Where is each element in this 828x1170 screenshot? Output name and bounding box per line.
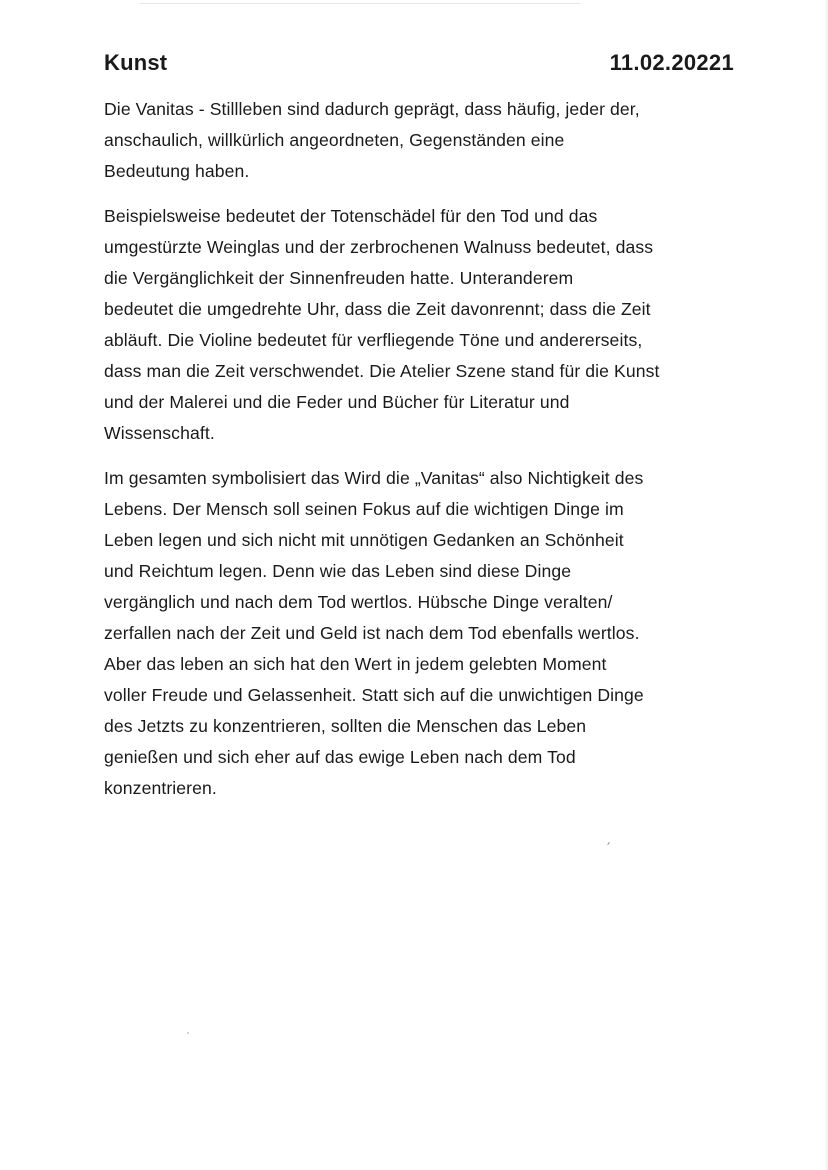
text-line: Beispielsweise bedeutet der Totenschädel für den Tod und das [104,206,598,226]
text-line: vergänglich und nach dem Tod wertlos. Hübsche Dinge veralten/ [104,592,613,612]
scan-dot [187,1032,189,1034]
text-line: Leben legen und sich nicht mit unnötigen Gedanken an Schönheit [104,530,624,550]
text-line: Im gesamten symbolisiert das Wird die „Vanitas“ also Nichtigkeit des [104,468,644,488]
text-line: dass man die Zeit verschwendet. Die Atelier Szene stand für die Kunst [104,361,660,381]
text-line: und der Malerei und die Feder und Bücher für Literatur und [104,392,570,412]
scan-edge-top [140,3,580,4]
text-line: Bedeutung haben. [104,161,250,181]
text-line: voller Freude und Gelassenheit. Statt sich auf die unwichtigen Dinge [104,685,644,705]
subject-title: Kunst [104,50,168,75]
text-line: und Reichtum legen. Denn wie das Leben sind diese Dinge [104,561,572,581]
text-line: anschaulich, willkürlich angeordneten, Gegenständen eine [104,130,565,150]
document-body [104,94,736,818]
text-line: konzentrieren. [104,778,217,798]
text-line: Aber das leben an sich hat den Wert in jedem gelebten Moment [104,654,607,674]
text-line: bedeutet die umgedrehte Uhr, dass die Zeit davonrennt; dass die Zeit [104,299,651,319]
date-label: 11.02.20221 [609,50,734,75]
text-line: umgestürzte Weinglas und der zerbrochenen Walnuss bedeutet, dass [104,237,654,257]
text-line: abläuft. Die Violine bedeutet für verfliegende Töne und andererseits, [104,330,643,350]
paragraph-2 [104,201,736,449]
paragraph-1 [104,94,736,187]
text-line: des Jetzts zu konzentrieren, sollten die Menschen das Leben [104,716,587,736]
text-line: Wissenschaft. [104,423,215,443]
paragraph-3 [104,463,736,804]
text-line: die Vergänglichkeit der Sinnenfreuden hatte. Unteranderem [104,268,574,288]
text-line: Die Vanitas - Stillleben sind dadurch geprägt, dass häufig, jeder der, [104,99,640,119]
page-header [104,50,734,80]
text-line: genießen und sich eher auf das ewige Leben nach dem Tod [104,747,576,767]
text-line: zerfallen nach der Zeit und Geld ist nach dem Tod ebenfalls wertlos. [104,623,640,643]
text-line: Lebens. Der Mensch soll seinen Fokus auf die wichtigen Dinge im [104,499,624,519]
scan-speck [607,842,610,845]
